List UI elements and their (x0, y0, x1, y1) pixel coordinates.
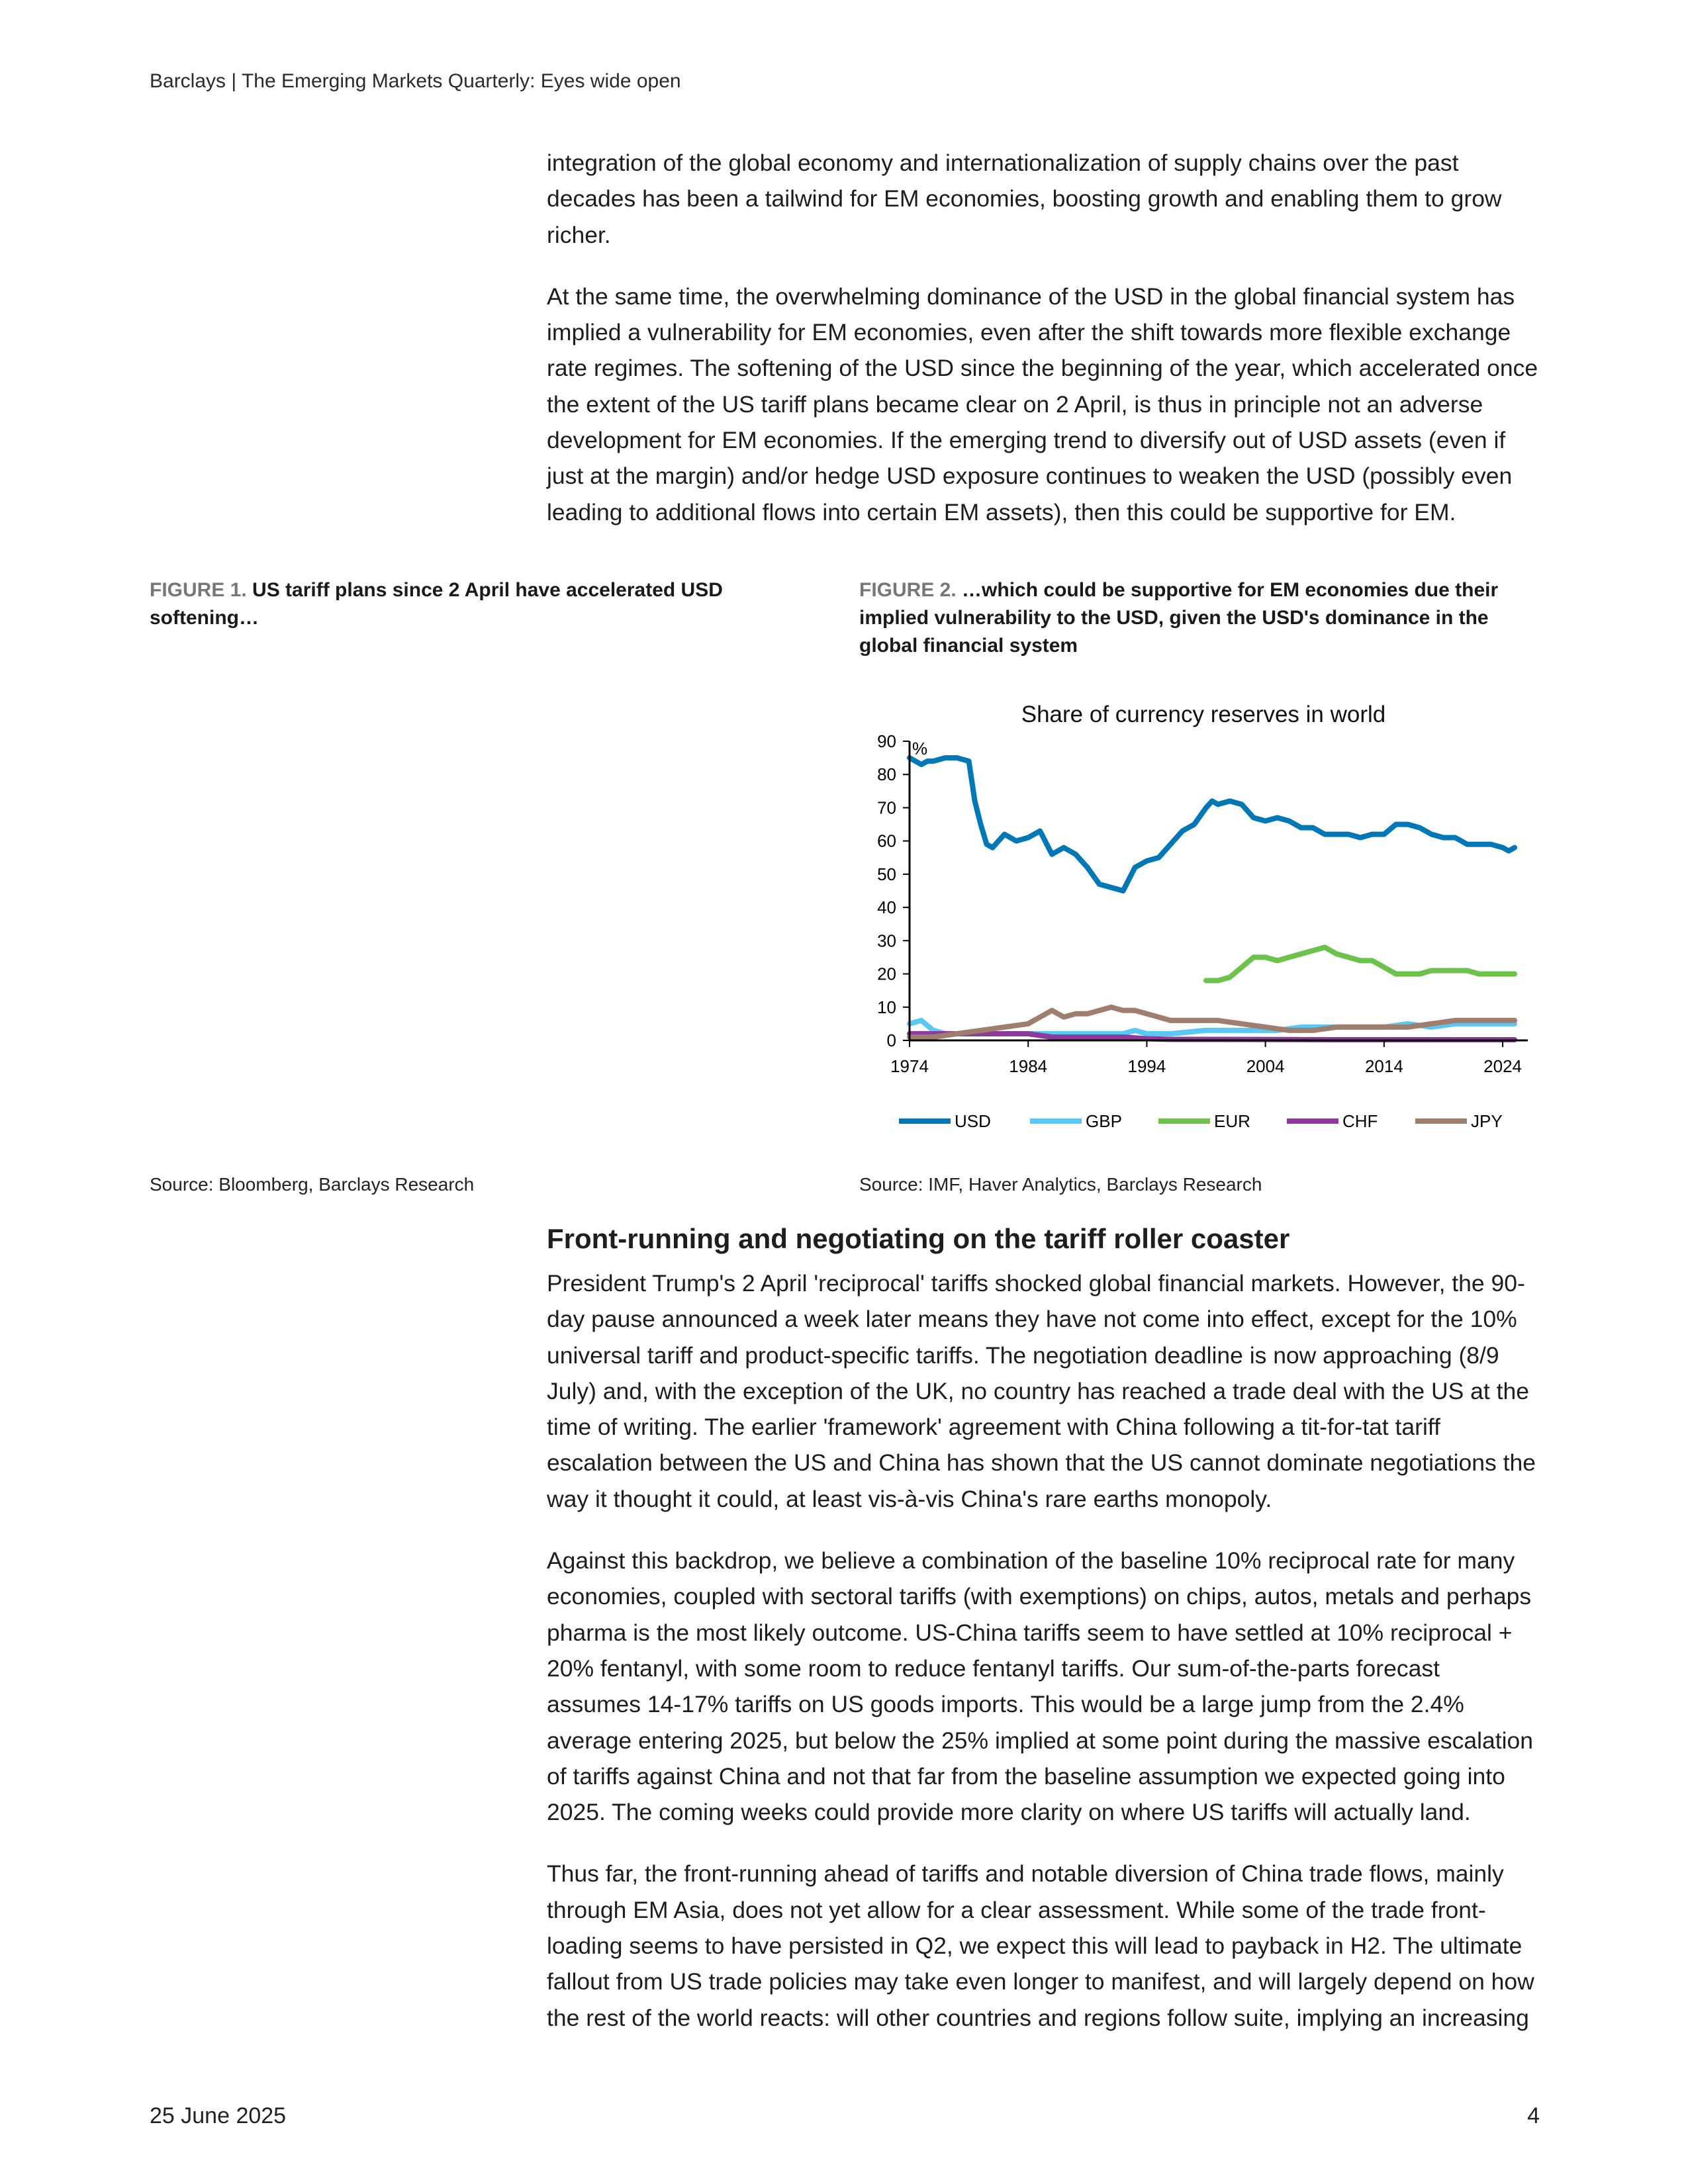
legend-label-gbp: GBP (1086, 1111, 1122, 1131)
x-tick-label: 1984 (1009, 1056, 1048, 1076)
y-axis-unit-label: % (912, 739, 928, 758)
y-tick-label: 80 (877, 764, 896, 785)
y-tick-label: 30 (877, 931, 896, 951)
x-tick-label: 1994 (1127, 1056, 1166, 1076)
figure-1-label: FIGURE 1. (150, 579, 247, 601)
x-tick-label: 2024 (1483, 1056, 1523, 1076)
series-line-eur (1206, 947, 1515, 980)
legend-label-usd: USD (955, 1111, 991, 1131)
figure-2-caption-text: …which could be supportive for EM economies due their implied vulnerability to the USD, given the USD's dominance in the global financial system (859, 579, 1499, 657)
section-heading: Front-running and negotiating on the tariff roller coaster (547, 1223, 1290, 1254)
figure-2-label: FIGURE 2. (859, 579, 957, 601)
legend-label-jpy: JPY (1471, 1111, 1503, 1131)
series-line-chf (910, 1034, 1515, 1040)
figure-1-caption (150, 576, 759, 632)
figure-2-source: Source: IMF, Haver Analytics, Barclays Research (859, 1174, 1262, 1195)
y-tick-label: 40 (877, 897, 896, 918)
page-number: 4 (1527, 2103, 1540, 2128)
footer-date: 25 June 2025 (150, 2103, 287, 2128)
document-header: Barclays | The Emerging Markets Quarterly: Eyes wide open (150, 70, 681, 92)
section-body (547, 1265, 1540, 2062)
intro-paragraph-2: At the same time, the overwhelming dominance of the USD in the global financial system has implied a vulnerability for EM economies, even after the shift towards more flexible exchange rate regimes. The softening of the USD since the beginning of the year, which accelerated once the extent of the US tariff plans became clear on 2 April, is thus in principle not an adverse development for EM economies. If the emerging trend to diversify out of USD assets (even if just at the margin) and/or hedge USD exposure continues to weaken the USD (possibly even leading to additional flows into certain EM assets), then this could be supportive for EM. (547, 283, 1538, 525)
x-tick-label: 2014 (1364, 1056, 1403, 1076)
reserves-chart (859, 728, 1548, 1152)
section-paragraph-1: President Trump's 2 April 'reciprocal' tariffs shocked global financial markets. However, the 90-day pause announced a week later means they have not come into effect, except for the 10% universal tariff and product-specific tariffs. The negotiation deadline is now approaching (8/9 July) and, with the exception of the UK, no country has reached a trade deal with the US at the time of writing. The earlier 'framework' agreement with China following a tit-for-tat tariff escalation between the US and China has shown that the US cannot dominate negotiations the way it thought it could, at least vis-à-vis China's rare earths monopoly. (547, 1270, 1536, 1512)
y-tick-label: 90 (877, 731, 896, 751)
legend-label-chf: CHF (1342, 1111, 1378, 1131)
figure-2-caption (859, 576, 1534, 660)
x-tick-label: 1974 (890, 1056, 929, 1076)
section-paragraph-3: Thus far, the front-running ahead of tariffs and notable diversion of China trade flows, mainly through EM Asia, does not yet allow for a clear assessment. While some of the trade front-loading seems to have persisted in Q2, we expect this will lead to payback in H2. The ultimate fallout from US trade policies may take even longer to manifest, and will largely depend on how the rest of the world reacts: will other countries and regions follow suite, implying an increasing (547, 1860, 1534, 2031)
y-tick-label: 70 (877, 797, 896, 818)
y-tick-label: 20 (877, 964, 896, 984)
chart-title: Share of currency reserves in world (1021, 702, 1386, 727)
y-tick-label: 60 (877, 831, 896, 851)
figure-1-caption-text: US tariff plans since 2 April have accelerated USD softening… (150, 579, 723, 629)
intro-text (547, 145, 1540, 556)
legend-label-eur: EUR (1214, 1111, 1250, 1131)
series-line-usd (910, 758, 1515, 891)
y-tick-label: 0 (886, 1030, 896, 1050)
x-tick-label: 2004 (1246, 1056, 1285, 1076)
section-paragraph-2: Against this backdrop, we believe a combination of the baseline 10% reciprocal rate for many economies, coupled with sectoral tariffs (with exemptions) on chips, autos, metals and perhaps pharma is the most likely outcome. US-China tariffs seem to have settled at 10% reciprocal + 20% fentanyl, with some room to reduce fentanyl tariffs. Our sum-of-the-parts forecast assumes 14-17% tariffs on US goods imports. This would be a large jump from the 2.4% average entering 2025, but below the 25% implied at some point during the massive escalation of tariffs against China and not that far from the baseline assumption we expected going into 2025. The coming weeks could provide more clarity on where US tariffs will actually land. (547, 1547, 1533, 1826)
y-tick-label: 50 (877, 864, 896, 884)
figure-1-source: Source: Bloomberg, Barclays Research (150, 1174, 475, 1195)
intro-paragraph-1: integration of the global economy and internationalization of supply chains over the past decades has been a tailwind for EM economies, boosting growth and enabling them to grow richer. (547, 150, 1502, 248)
y-tick-label: 10 (877, 997, 896, 1017)
